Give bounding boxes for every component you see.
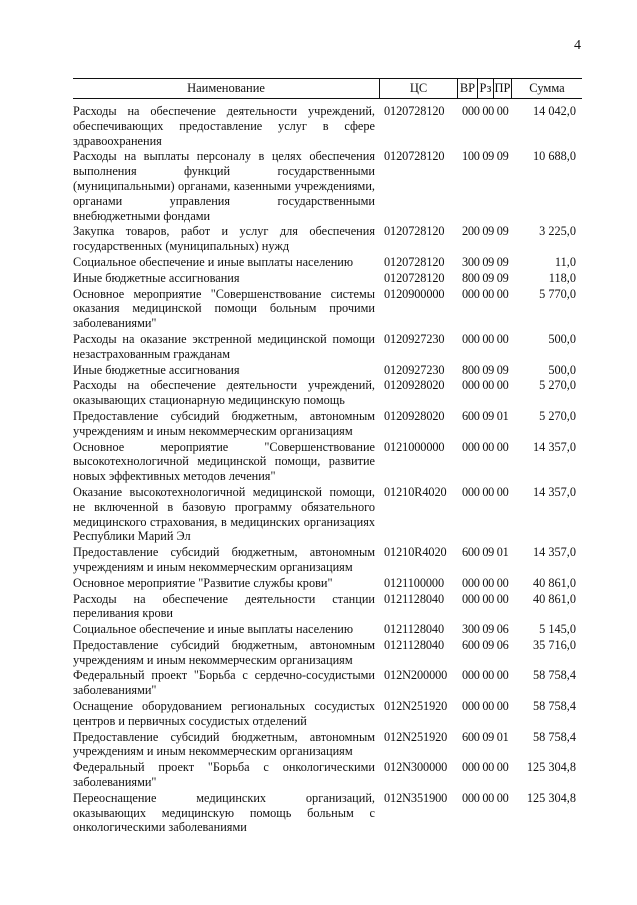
row-name: Основное мероприятие "Развитие службы крови"	[73, 575, 333, 590]
table-row	[73, 255, 582, 270]
table-row	[73, 592, 582, 622]
header-cs: ЦС	[379, 79, 457, 98]
row-cs: 0121000000	[384, 439, 445, 454]
table-row	[73, 363, 582, 378]
row-sum: 35 716,0	[532, 637, 576, 652]
row-name: Иные бюджетные ассигнования	[73, 362, 240, 377]
row-sum: 58 758,4	[532, 668, 576, 683]
table-row	[73, 638, 582, 668]
row-sum: 14 357,0	[532, 545, 576, 560]
row-name: Предоставление субсидий бюджетным, автономным учреждениям и иным некоммерческим организациям	[73, 729, 375, 759]
row-name: Расходы на оказание экстренной медицинской помощи незастрахованным гражданам	[73, 331, 375, 361]
row-codes: 100 09 09	[462, 149, 509, 164]
row-name: Расходы на обеспечение деятельности станции переливания крови	[73, 591, 375, 621]
row-codes: 000 00 00	[462, 591, 509, 606]
row-name: Предоставление субсидий бюджетным, автономным учреждениям и иным некоммерческим организациям	[73, 545, 375, 574]
table-row	[73, 622, 582, 637]
table-row	[73, 104, 582, 148]
row-sum: 40 861,0	[532, 591, 576, 606]
row-name: Закупка товаров, работ и услуг для обеспечения государственных (муниципальных) нужд	[73, 224, 375, 254]
row-name: Предоставление субсидий бюджетным, автономным учреждениям и иным некоммерческим организациям	[73, 637, 375, 667]
row-name: Иные бюджетные ассигнования	[73, 270, 240, 285]
row-codes: 000 00 00	[462, 331, 509, 346]
row-codes: 000 00 00	[462, 484, 509, 499]
row-codes: 000 00 00	[462, 104, 509, 118]
page-number: 4	[574, 38, 581, 53]
row-codes: 800 09 09	[462, 362, 509, 377]
table-row	[73, 224, 582, 254]
row-name: Предоставление субсидий бюджетным, автономным учреждениям и иным некоммерческим организациям	[73, 408, 375, 438]
row-cs: 012N300000	[384, 760, 448, 775]
row-codes: 600 09 01	[462, 545, 509, 560]
row-sum: 125 304,8	[526, 760, 576, 775]
header-rz: Рз	[477, 79, 493, 98]
row-codes: 000 00 00	[462, 760, 509, 775]
row-sum: 5 145,0	[539, 622, 576, 637]
row-codes: 800 09 09	[462, 270, 509, 285]
row-name: Оказание высокотехнологичной медицинской помощи, не включенной в базовую программу обязательного медицинского страхования, в медицинских организациях Республики Марий Эл	[73, 484, 375, 544]
row-name: Оснащение оборудованием региональных сосудистых центров и первичных сосудистых отделений	[73, 699, 375, 728]
row-cs: 01210R4020	[384, 484, 447, 499]
row-cs: 0120728120	[384, 149, 445, 164]
row-cs: 0120927230	[384, 331, 445, 346]
table-row	[73, 545, 582, 575]
table-row	[73, 485, 582, 544]
row-name: Федеральный проект "Борьба с онкологическими заболеваниями"	[73, 760, 375, 790]
row-sum: 500,0	[548, 362, 576, 377]
row-name: Основное мероприятие "Совершенствование системы оказания медицинской помощи больным прочими заболеваниями"	[73, 286, 375, 331]
row-sum: 10 688,0	[532, 149, 576, 164]
table-row	[73, 699, 582, 729]
row-codes: 300 09 06	[462, 622, 509, 637]
row-cs: 012N251920	[384, 729, 448, 744]
row-name: Переоснащение медицинских организаций, оказывающих медицинскую помощь больным с онкологическими заболеваниями	[73, 790, 375, 835]
row-codes: 000 00 00	[462, 575, 509, 590]
table-body	[73, 104, 582, 836]
row-cs: 012N351900	[384, 790, 448, 805]
row-sum: 3 225,0	[539, 224, 576, 239]
table-row	[73, 271, 582, 286]
row-sum: 125 304,8	[526, 790, 576, 805]
row-codes: 600 09 01	[462, 408, 509, 423]
row-sum: 58 758,4	[532, 729, 576, 744]
table-row	[73, 576, 582, 591]
row-cs: 0120928020	[384, 378, 445, 393]
row-cs: 0120927230	[384, 362, 445, 377]
header-vr: ВР	[457, 79, 477, 98]
table-row	[73, 791, 582, 835]
table-header	[73, 78, 582, 99]
row-sum: 5 270,0	[539, 408, 576, 423]
row-codes: 000 00 00	[462, 378, 509, 393]
row-name: Расходы на обеспечение деятельности учреждений, обеспечивающих предоставление услуг в сфере здравоохранения	[73, 104, 375, 148]
row-sum: 40 861,0	[532, 575, 576, 590]
table-row	[73, 332, 582, 362]
row-sum: 500,0	[548, 331, 576, 346]
row-sum: 5 270,0	[539, 378, 576, 393]
row-sum: 14 357,0	[532, 484, 576, 499]
row-codes: 000 00 00	[462, 286, 509, 301]
row-codes: 000 00 00	[462, 699, 509, 714]
row-sum: 14 357,0	[532, 439, 576, 454]
row-cs: 012N251920	[384, 699, 448, 714]
row-cs: 0121128040	[384, 622, 445, 637]
row-codes: 200 09 09	[462, 224, 509, 239]
row-cs: 0120728120	[384, 104, 445, 118]
row-sum: 5 770,0	[539, 286, 576, 301]
row-codes: 000 00 00	[462, 668, 509, 683]
row-cs: 0121100000	[384, 575, 445, 590]
row-cs: 0120728120	[384, 254, 445, 269]
row-codes: 600 09 06	[462, 637, 509, 652]
table-row	[73, 378, 582, 408]
row-cs: 0120928020	[384, 408, 445, 423]
row-codes: 000 00 00	[462, 790, 509, 805]
row-codes: 000 00 00	[462, 439, 509, 454]
row-name: Расходы на выплаты персоналу в целях обеспечения выполнения функций государственными (муниципальными) органами, казенными учреждениями, органами управления государственными внебюджетными фондами	[73, 149, 375, 223]
table-row	[73, 287, 582, 331]
row-sum: 58 758,4	[532, 699, 576, 714]
row-cs: 0121128040	[384, 637, 445, 652]
row-cs: 0120728120	[384, 270, 445, 285]
row-name: Расходы на обеспечение деятельности учреждений, оказывающих стационарную медицинскую помощь	[73, 378, 375, 408]
table-row	[73, 149, 582, 223]
header-sum: Сумма	[511, 79, 582, 98]
table-row	[73, 730, 582, 760]
row-cs: 01210R4020	[384, 545, 447, 560]
row-sum: 11,0	[554, 254, 576, 269]
table-row	[73, 668, 582, 698]
header-name: Наименование	[187, 81, 265, 95]
table-row	[73, 440, 582, 484]
row-sum: 14 042,0	[532, 104, 576, 118]
row-cs: 0121128040	[384, 591, 445, 606]
row-name: Социальное обеспечение и иные выплаты населению	[73, 254, 354, 269]
row-cs: 0120900000	[384, 286, 445, 301]
row-name: Федеральный проект "Борьба с сердечно-сосудистыми заболеваниями"	[73, 668, 375, 698]
row-sum: 118,0	[548, 270, 576, 285]
row-name: Социальное обеспечение и иные выплаты населению	[73, 622, 354, 637]
row-codes: 600 09 01	[462, 729, 509, 744]
row-codes: 300 09 09	[462, 254, 509, 269]
header-pr: ПР	[493, 79, 511, 98]
row-cs: 0120728120	[384, 224, 445, 239]
table-row	[73, 760, 582, 790]
row-cs: 012N200000	[384, 668, 448, 683]
table-row	[73, 409, 582, 439]
row-name: Основное мероприятие "Совершенствование высокотехнологичной медицинской помощи, развитие новых эффективных методов лечения"	[73, 439, 375, 484]
